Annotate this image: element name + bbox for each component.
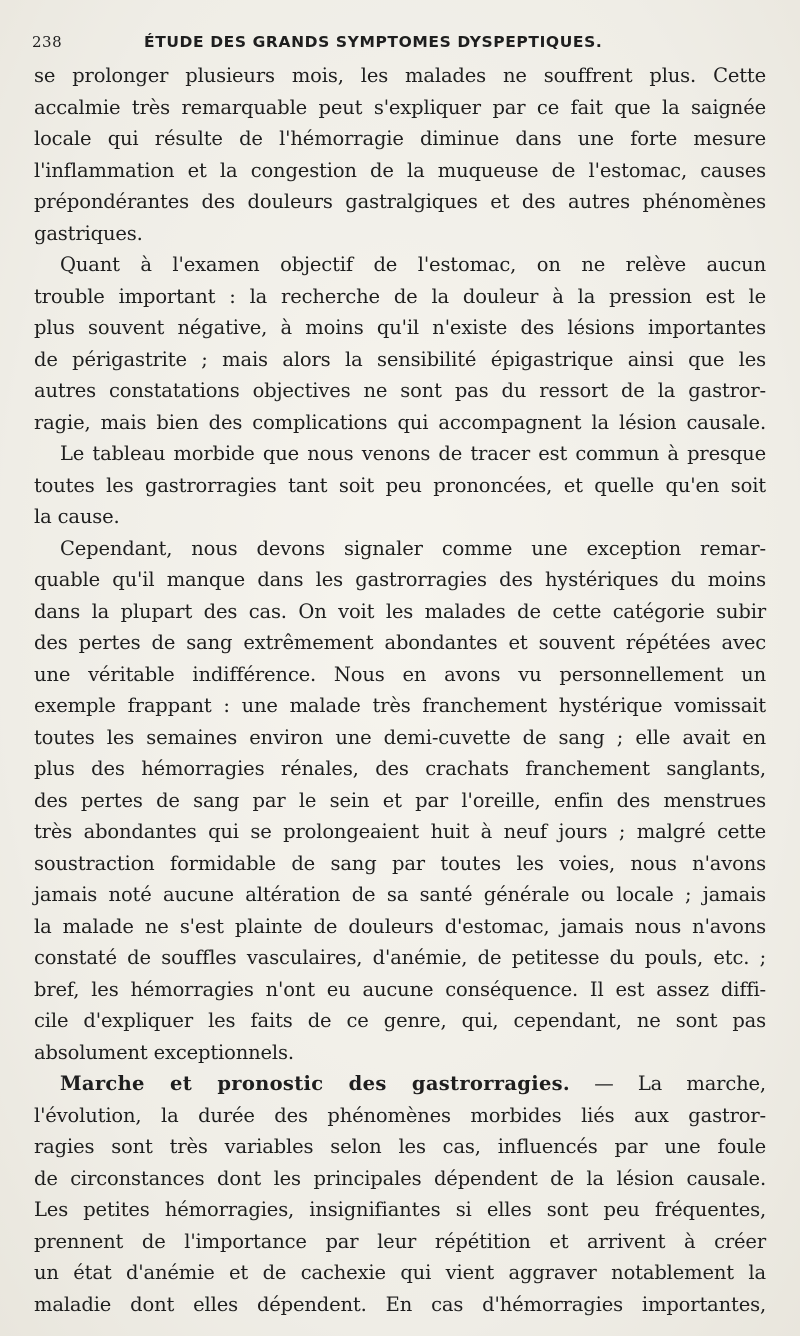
text-line: de périgastrite ; mais alors la sensibilité épigastrique ainsi que les <box>34 347 766 371</box>
text-line: Le tableau morbide que nous venons de tracer est commun à presque <box>60 442 766 465</box>
running-head <box>32 33 772 55</box>
text-line: quable qu'il manque dans les gastrorragies des hystériques du moins <box>34 568 766 591</box>
text-line: un état d'anémie et de cachexie qui vient aggraver notablement la <box>34 1261 766 1284</box>
section-line-text: — La marche, <box>570 1072 766 1095</box>
text-line: Quant à l'examen objectif de l'estomac, on ne relève aucun <box>60 253 766 276</box>
text-line: prépondérantes des douleurs gastralgiques et des autres phénomènes <box>34 190 766 213</box>
text-line: plus des hémorragies rénales, des crachats franchement sanglants, <box>34 757 766 780</box>
text-line: prennent de l'importance par leur répétition et arrivent à créer <box>34 1229 766 1253</box>
page-number: 238 <box>32 33 63 51</box>
text-line: autres constatations objectives ne sont pas du ressort de la gastror- <box>34 379 766 402</box>
text-line: constaté de souffles vasculaires, d'anémie, de petitesse du pouls, etc. ; <box>34 946 766 969</box>
body-text <box>34 60 766 1320</box>
text-line: de circonstances dont les principales dépendent de la lésion causale. <box>34 1166 766 1190</box>
text-line: se prolonger plusieurs mois, les malades ne souffrent plus. Cette <box>34 64 766 87</box>
text-line: accalmie très remarquable peut s'expliquer par ce fait que la saignée <box>34 95 766 119</box>
text-line: maladie dont elles dépendent. En cas d'hémorragies importantes, <box>34 1292 766 1316</box>
text-line: la cause. <box>34 505 120 528</box>
text-line: Cependant, nous devons signaler comme une exception remar- <box>60 536 766 560</box>
text-line: l'évolution, la durée des phénomènes morbides liés aux gastror- <box>34 1103 766 1127</box>
running-title: ÉTUDE DES GRANDS SYMPTOMES DYSPEPTIQUES. <box>144 33 603 51</box>
text-line: la malade ne s'est plainte de douleurs d'estomac, jamais nous n'avons <box>34 914 766 938</box>
text-line: locale qui résulte de l'hémorragie diminue dans une forte mesure <box>34 127 766 150</box>
text-line: gastriques. <box>34 221 143 245</box>
text-line: toutes les semaines environ une demi-cuvette de sang ; elle avait en <box>34 725 766 749</box>
text-line: absolument exceptionnels. <box>34 1040 294 1064</box>
text-line: trouble important : la recherche de la douleur à la pression est le <box>34 284 766 308</box>
section-line <box>34 1068 766 1100</box>
text-line: ragie, mais bien des complications qui accompagnent la lésion causale. <box>34 410 766 434</box>
text-line: ragies sont très variables selon les cas, influencés par une foule <box>34 1135 766 1158</box>
text-line: très abondantes qui se prolongeaient huit à neuf jours ; malgré cette <box>34 820 766 843</box>
text-line: des pertes de sang par le sein et par l'oreille, enfin des menstrues <box>34 788 766 812</box>
text-line: des pertes de sang extrêmement abondantes et souvent répétées avec <box>34 631 766 654</box>
text-line: jamais noté aucune altération de sa santé générale ou locale ; jamais <box>34 883 766 906</box>
text-line: cile d'expliquer les faits de ce genre, qui, cependant, ne sont pas <box>34 1009 766 1032</box>
text-line: dans la plupart des cas. On voit les malades de cette catégorie subir <box>34 599 766 623</box>
text-line: exemple frappant : une malade très franchement hystérique vomissait <box>34 694 766 717</box>
text-line: bref, les hémorragies n'ont eu aucune conséquence. Il est assez diffi- <box>34 977 766 1001</box>
section-heading: Marche et pronostic des gastrorragies. <box>60 1072 571 1095</box>
text-line: plus souvent négative, à moins qu'il n'existe des lésions importantes <box>34 316 766 339</box>
text-line: Les petites hémorragies, insignifiantes si elles sont peu fréquentes, <box>34 1198 766 1221</box>
text-line: toutes les gastrorragies tant soit peu prononcées, et quelle qu'en soit <box>34 473 766 497</box>
text-line: une véritable indifférence. Nous en avons vu personnellement un <box>34 662 766 686</box>
text-line: l'inflammation et la congestion de la muqueuse de l'estomac, causes <box>34 158 766 182</box>
text-line: soustraction formidable de sang par toutes les voies, nous n'avons <box>34 851 766 875</box>
